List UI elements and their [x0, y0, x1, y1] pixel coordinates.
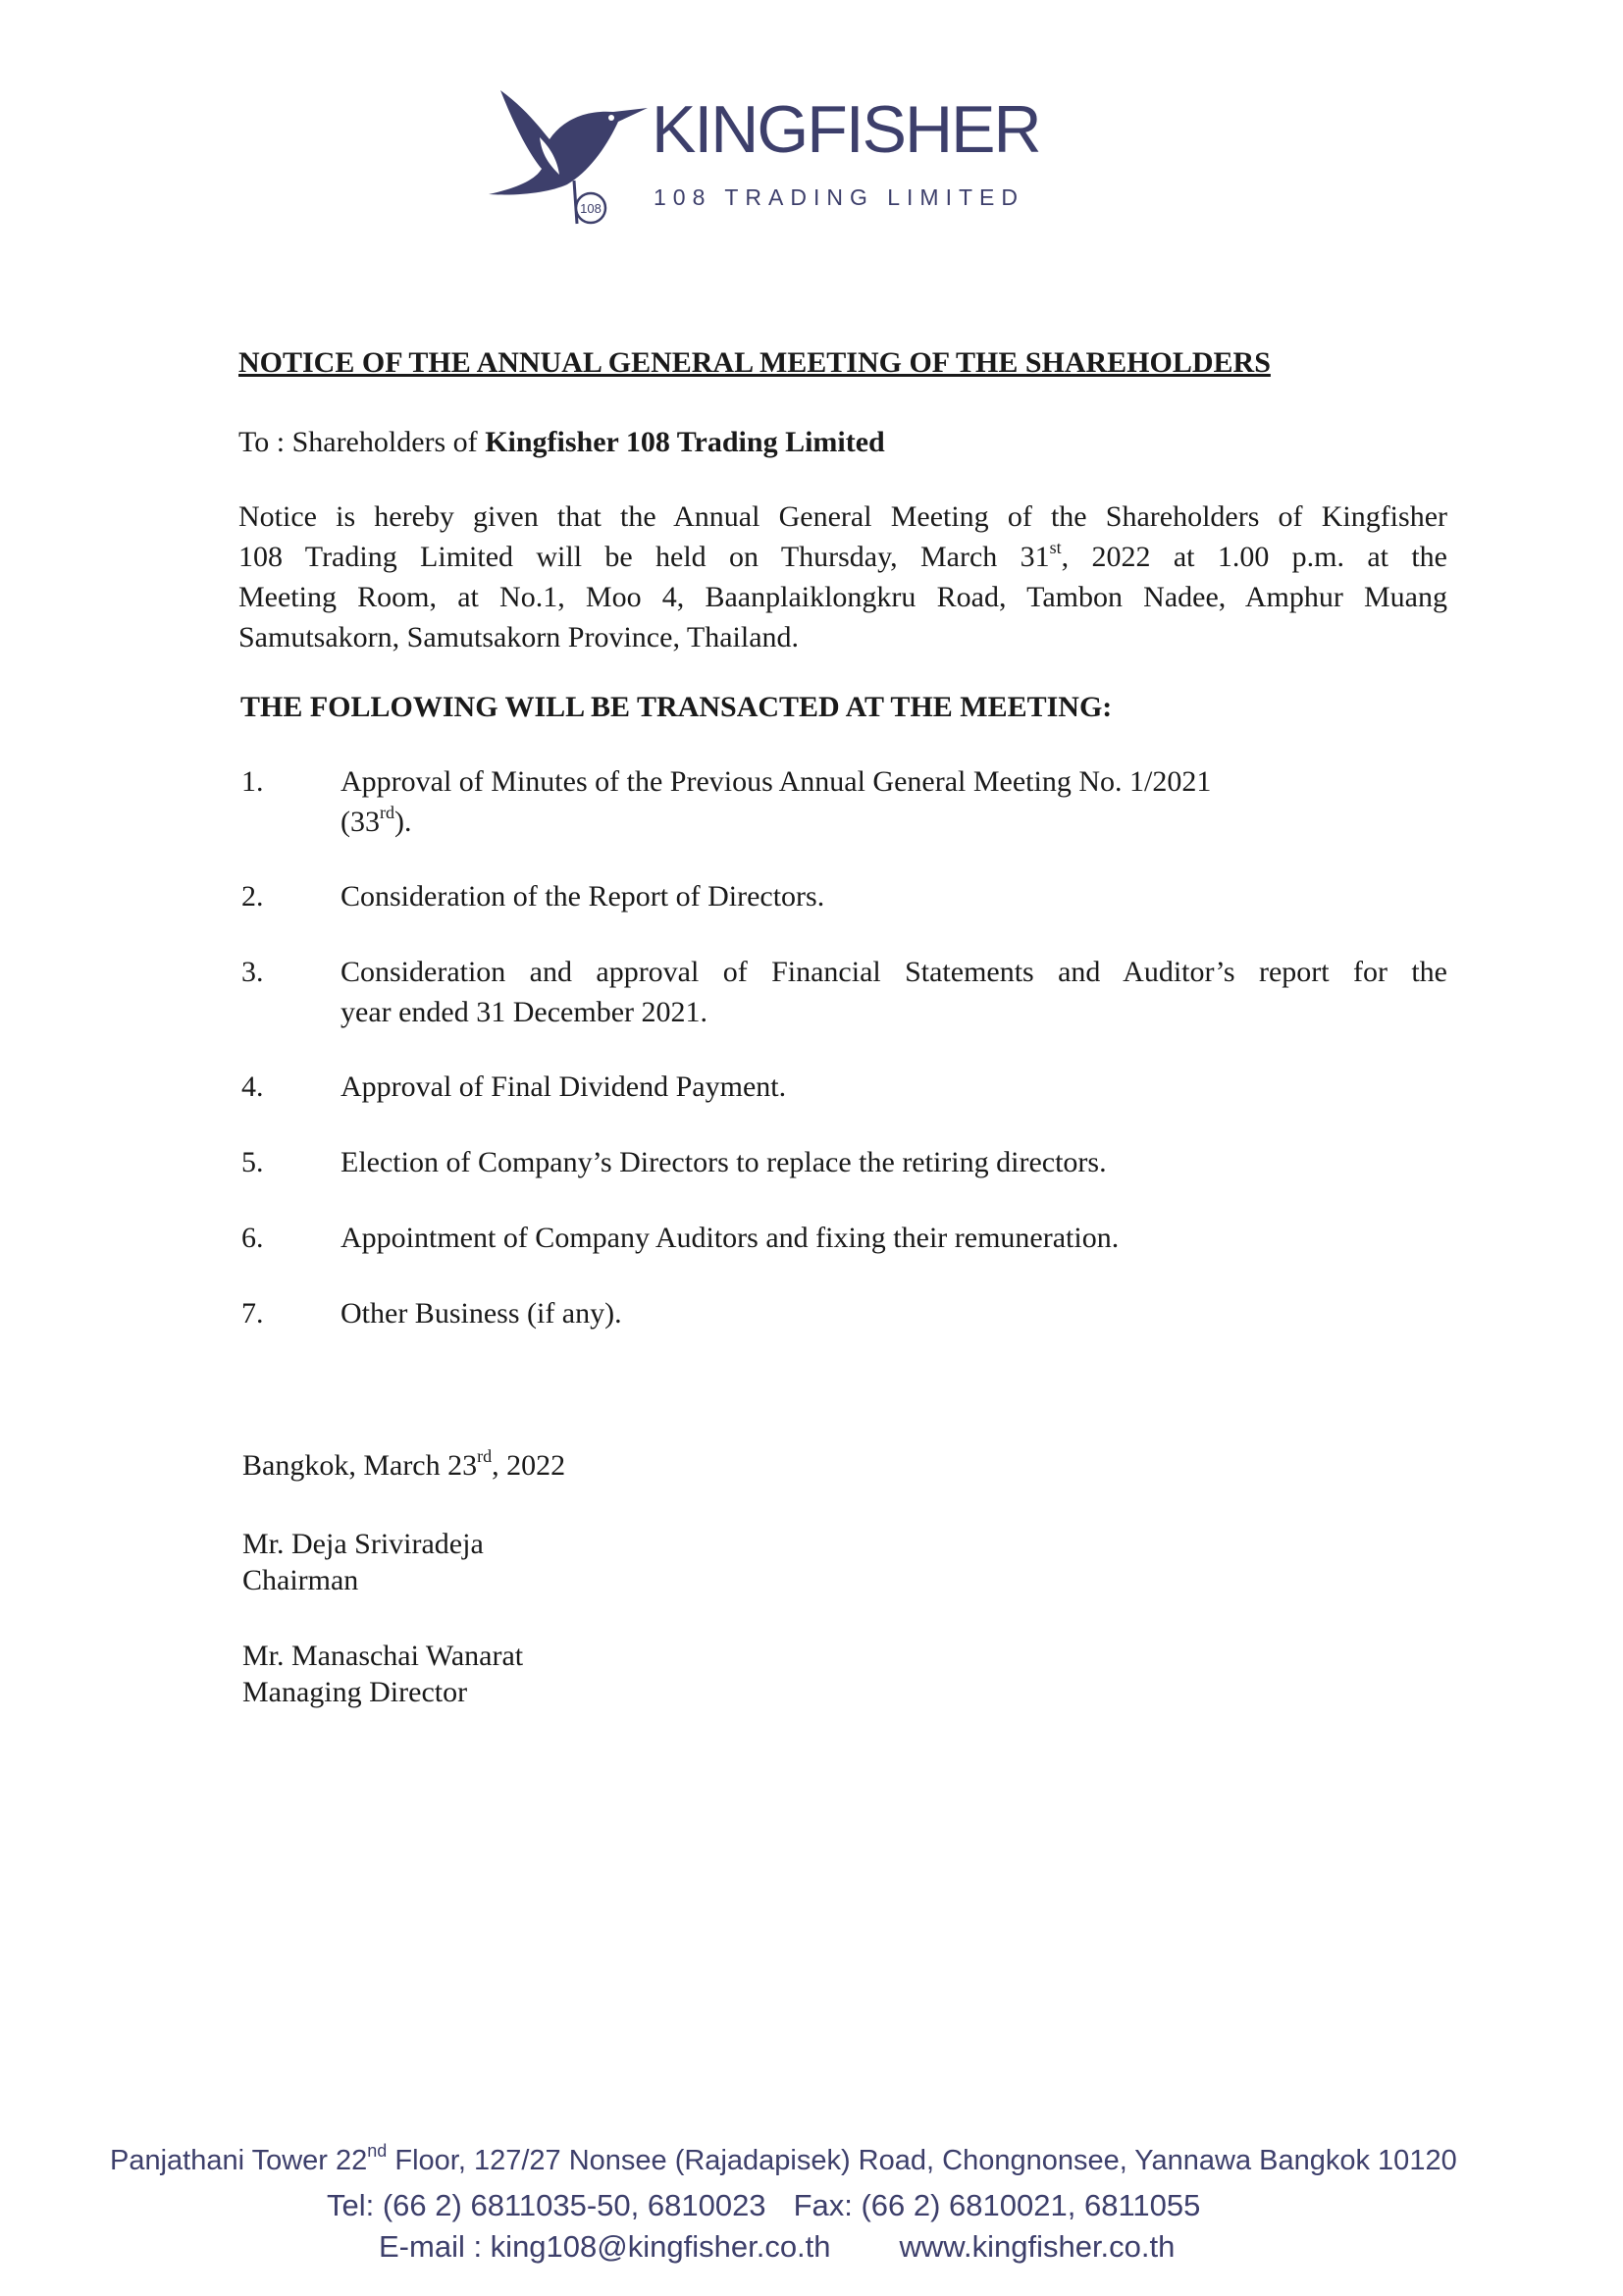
- signoff-date: Bangkok, March 23rd, 2022: [242, 1446, 566, 1482]
- intro-line: Notice is hereby given that the Annual General Meeting of the Shareholders of Kingfisher: [238, 500, 1447, 533]
- signatory-title: Managing Director: [242, 1676, 468, 1708]
- signatory: [242, 1636, 523, 1712]
- addressee-company: Kingfisher 108 Trading Limited: [485, 426, 885, 458]
- addressee-line: [238, 422, 885, 462]
- agenda-item-number: 7.: [241, 1297, 264, 1330]
- agenda-item-text: Approval of Minutes of the Previous Annual General Meeting No. 1/2021 (33rd).: [340, 765, 1212, 838]
- intro-line: 108 Trading Limited will be held on Thursday, March 31st, 2022 at 1.00 p.m. at the: [238, 538, 1447, 573]
- footer-website: www.kingfisher.co.th: [899, 2229, 1176, 2264]
- footer-fax: Fax: (66 2) 6810021, 6811055: [793, 2188, 1201, 2222]
- agenda-item-number: 3.: [241, 956, 264, 988]
- signatory: [242, 1524, 484, 1600]
- addressee-prefix: To : Shareholders of: [238, 426, 486, 458]
- agenda-item-number: 2.: [241, 880, 264, 913]
- intro-line: Samutsakorn, Samutsakorn Province, Thailand.: [238, 621, 800, 653]
- agenda-item-text: Consideration of the Report of Directors.: [340, 880, 825, 913]
- intro-line: Meeting Room, at No.1, Moo 4, Baanplaiklongkru Road, Tambon Nadee, Amphur Muang: [238, 581, 1447, 613]
- agenda-item-text: Appointment of Company Auditors and fixing their remuneration.: [340, 1222, 1120, 1254]
- agenda-item-text: Election of Company’s Directors to replace the retiring directors.: [340, 1146, 1107, 1178]
- logo-badge-text: 108: [580, 201, 602, 216]
- agenda-item-text: Other Business (if any).: [340, 1297, 622, 1330]
- footer-contact: [327, 2188, 1200, 2223]
- agenda-item-number: 1.: [241, 765, 264, 798]
- kingfisher-bird-logo: [481, 78, 653, 226]
- brand-subtitle: 108 TRADING LIMITED: [654, 184, 1024, 210]
- agenda-item-text: Consideration and approval of Financial Statements and Auditor’s report for the year ended 31 December 2021.: [340, 956, 1447, 1028]
- signatory-title: Chairman: [242, 1564, 359, 1596]
- agenda-item-text: Approval of Final Dividend Payment.: [340, 1070, 787, 1103]
- brand-name: KINGFISHER: [652, 92, 1040, 167]
- agenda-item-number: 6.: [241, 1222, 264, 1254]
- footer-tel: Tel: (66 2) 6811035-50, 6810023: [327, 2188, 766, 2222]
- footer-address: Panjathani Tower 22nd Floor, 127/27 Nonsee (Rajadapisek) Road, Chongnonsee, Yannawa Bangkok 10120: [110, 2141, 1457, 2176]
- footer-email: E-mail : king108@kingfisher.co.th: [379, 2229, 831, 2264]
- footer-web: [379, 2229, 1175, 2265]
- signatory-name: Mr. Manaschai Wanarat: [242, 1640, 524, 1672]
- agenda-heading: THE FOLLOWING WILL BE TRANSACTED AT THE MEETING:: [240, 691, 1113, 723]
- agenda-item-number: 4.: [241, 1070, 264, 1103]
- signatory-name: Mr. Deja Sriviradeja: [242, 1528, 484, 1560]
- intro-paragraph: [238, 496, 1447, 657]
- notice-title: NOTICE OF THE ANNUAL GENERAL MEETING OF THE SHAREHOLDERS: [238, 346, 1271, 379]
- agenda-item-number: 5.: [241, 1146, 264, 1178]
